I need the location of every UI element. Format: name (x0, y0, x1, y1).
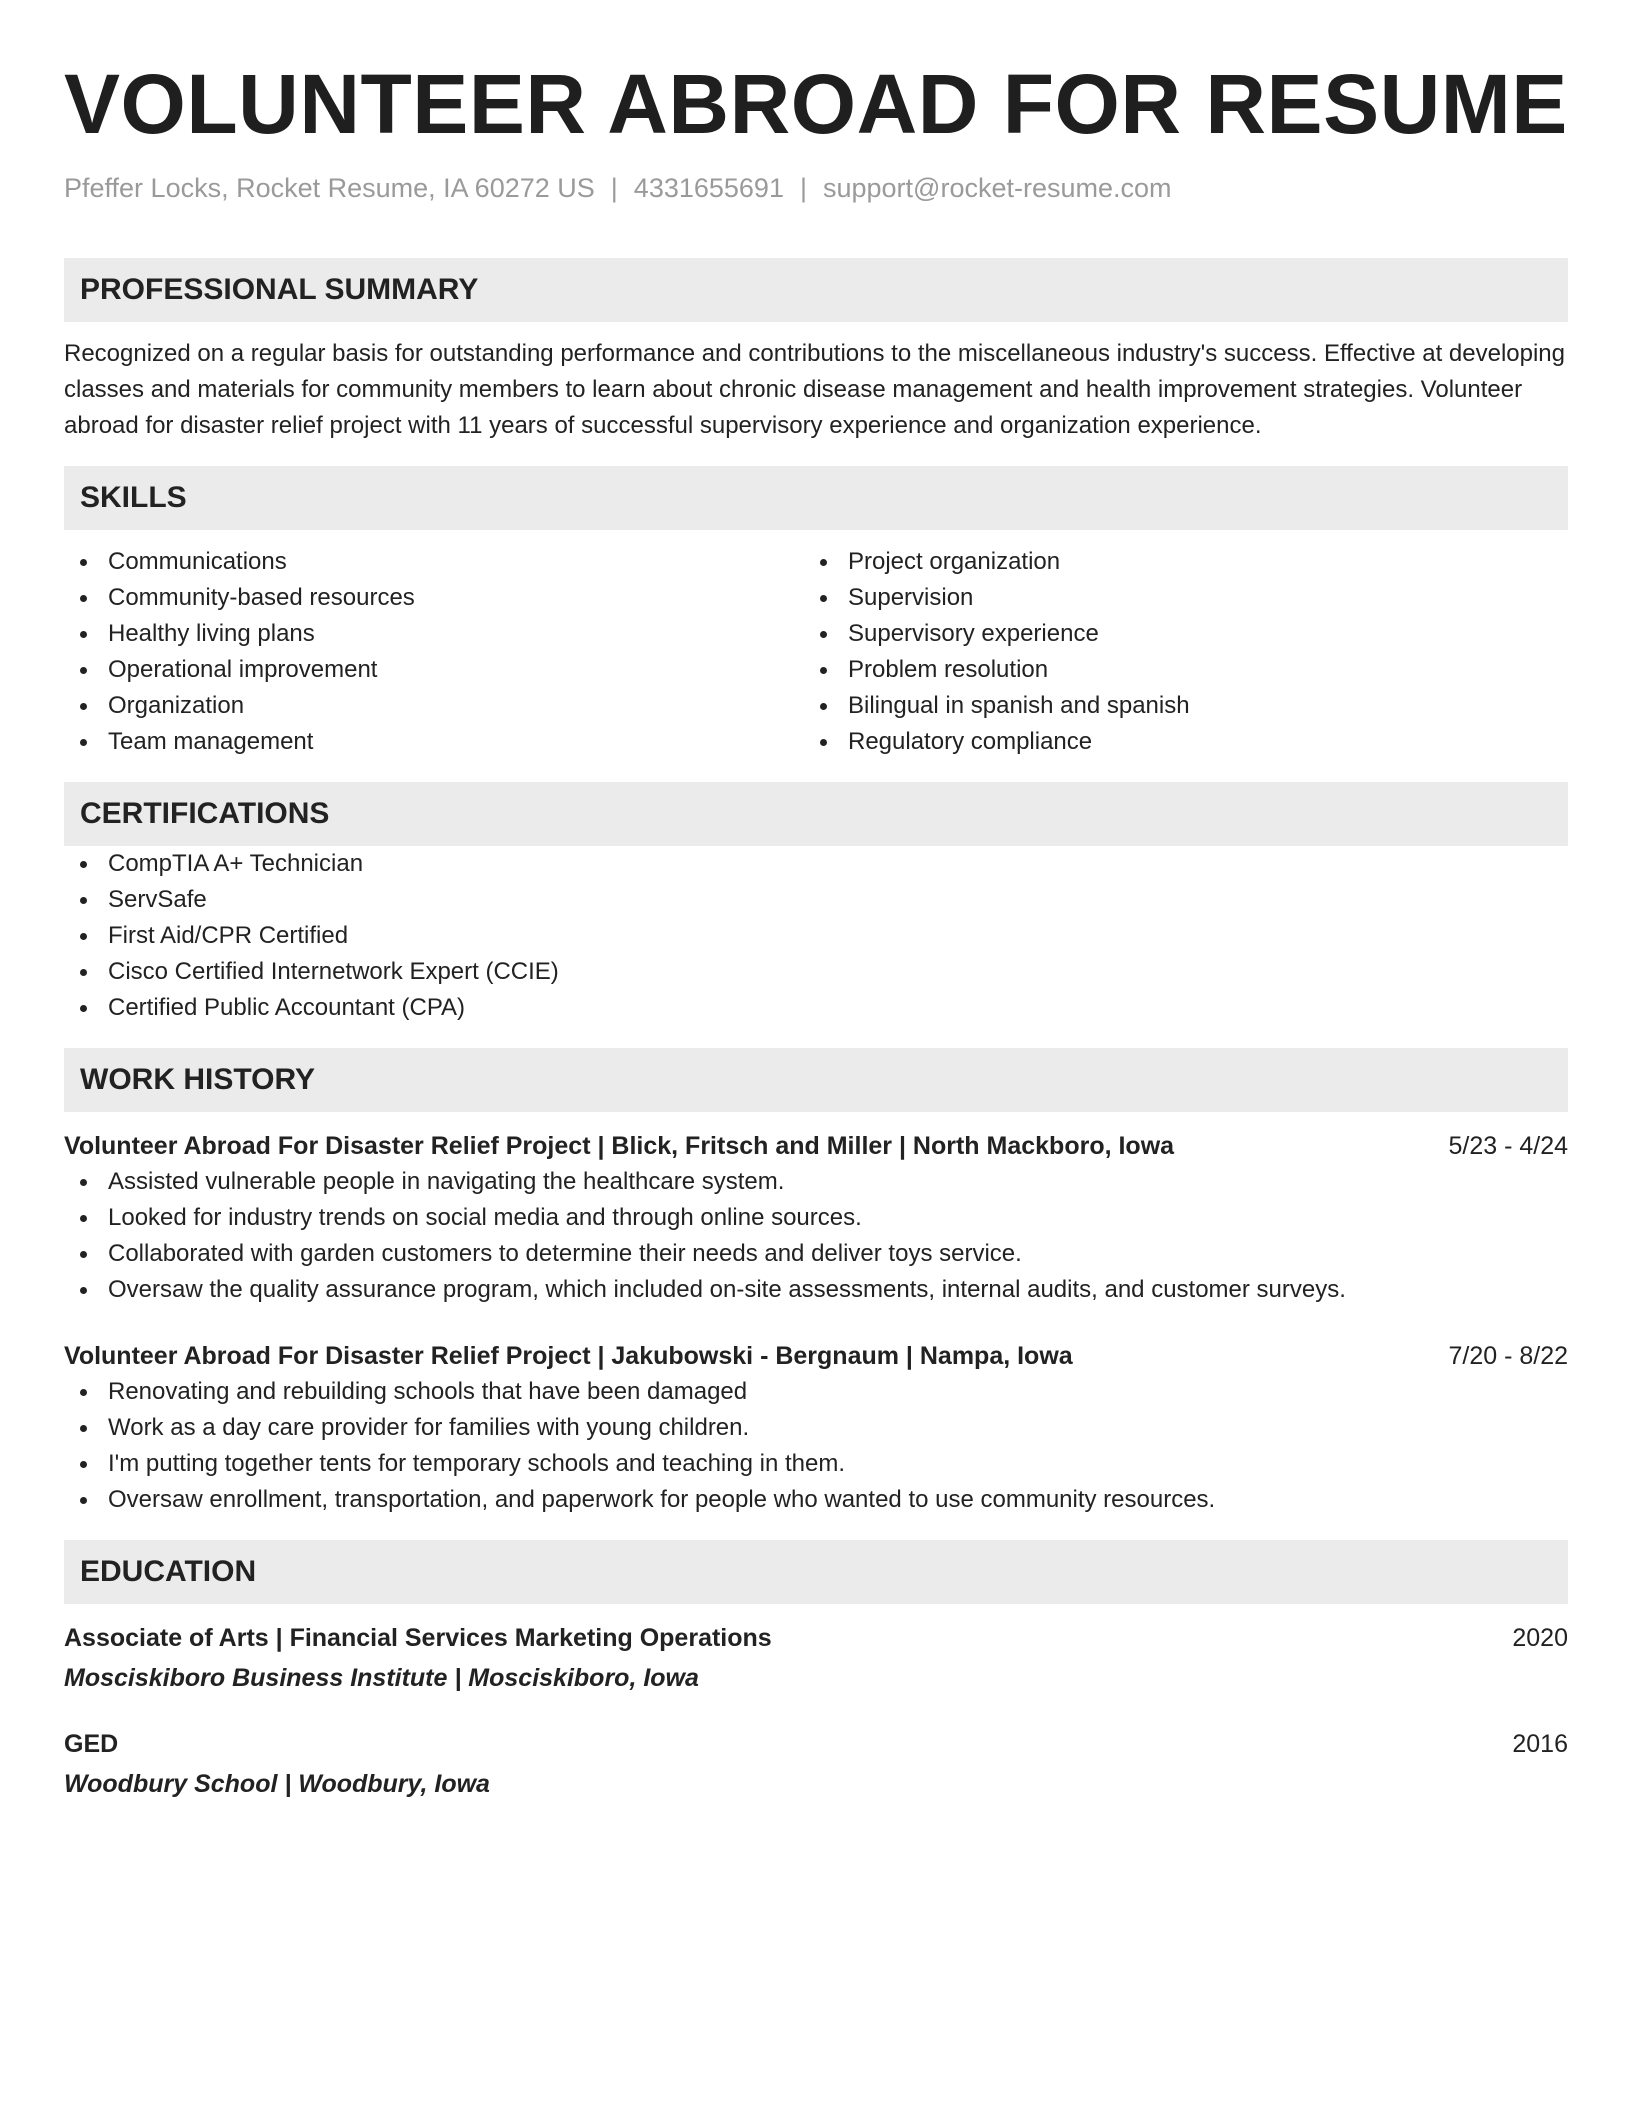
skills-column-left (64, 544, 804, 760)
job-dates: 7/20 - 8/22 (1448, 1342, 1568, 1370)
job-title: Volunteer Abroad For Disaster Relief Project | Jakubowski - Bergnaum | Nampa, Iowa (64, 1342, 1073, 1370)
section-header-certifications: CERTIFICATIONS (64, 782, 1568, 846)
job-bullets (64, 1164, 1568, 1308)
certification-item: Certified Public Accountant (CPA) (64, 990, 1568, 1026)
certifications-list (64, 846, 1568, 1026)
job-bullet: Oversaw the quality assurance program, which included on-site assessments, internal audits, and customer surveys. (64, 1272, 1568, 1308)
job-title: Volunteer Abroad For Disaster Relief Project | Blick, Fritsch and Miller | North Mackboro, Iowa (64, 1132, 1175, 1160)
education-header (64, 1726, 1568, 1762)
contact-line (64, 170, 1568, 206)
skill-item: Organization (64, 688, 804, 724)
skill-item: Communications (64, 544, 804, 580)
certification-item: ServSafe (64, 882, 1568, 918)
education-degree: GED (64, 1730, 119, 1758)
certification-item: CompTIA A+ Technician (64, 846, 1568, 882)
job-bullet: Oversaw enrollment, transportation, and paperwork for people who wanted to use community resources. (64, 1482, 1568, 1518)
skills-grid (64, 544, 1568, 760)
job-bullets (64, 1374, 1568, 1518)
contact-email: support@rocket-resume.com (822, 173, 1172, 203)
education-school: Mosciskiboro Business Institute | Mosciskiboro, Iowa (64, 1664, 699, 1692)
job-entry (64, 1338, 1568, 1518)
job-bullet: Renovating and rebuilding schools that have been damaged (64, 1374, 1568, 1410)
skill-item: Community-based resources (64, 580, 804, 616)
skill-item: Team management (64, 724, 804, 760)
section-header-summary: PROFESSIONAL SUMMARY (64, 258, 1568, 322)
skill-item: Operational improvement (64, 652, 804, 688)
education-header (64, 1620, 1568, 1656)
skill-item: Problem resolution (804, 652, 1544, 688)
job-header (64, 1338, 1568, 1374)
education-entry (64, 1726, 1568, 1802)
contact-phone: 4331655691 (633, 173, 784, 203)
summary-text: Recognized on a regular basis for outstanding performance and contributions to the miscellaneous industry's success. Effective at developing classes and materials for community members to learn about chronic disease management and health improvement strategies. Volunteer abroad for disaster relief project with 11 years of successful supervisory experience and organization experience. (64, 340, 1565, 439)
job-dates: 5/23 - 4/24 (1448, 1132, 1568, 1160)
education-year: 2016 (1512, 1730, 1568, 1758)
resume-name: VOLUNTEER ABROAD FOR RESUME (64, 57, 1568, 151)
resume-page (64, 0, 1568, 1802)
skill-item: Regulatory compliance (804, 724, 1544, 760)
contact-separator: | (799, 173, 807, 203)
section-header-education: EDUCATION (64, 1540, 1568, 1604)
skills-column-right (804, 544, 1544, 760)
contact-separator: | (610, 173, 618, 203)
job-header (64, 1128, 1568, 1164)
job-bullet: Collaborated with garden customers to determine their needs and deliver toys service. (64, 1236, 1568, 1272)
education-school: Woodbury School | Woodbury, Iowa (64, 1770, 490, 1798)
education-degree: Associate of Arts | Financial Services Marketing Operations (64, 1624, 772, 1652)
job-bullet: Assisted vulnerable people in navigating the healthcare system. (64, 1164, 1568, 1200)
skill-item: Healthy living plans (64, 616, 804, 652)
skill-item: Supervision (804, 580, 1544, 616)
certification-item: Cisco Certified Internetwork Expert (CCIE) (64, 954, 1568, 990)
job-entry (64, 1128, 1568, 1308)
education-year: 2020 (1512, 1624, 1568, 1652)
contact-address: Pfeffer Locks, Rocket Resume, IA 60272 US (64, 173, 595, 203)
certification-item: First Aid/CPR Certified (64, 918, 1568, 954)
education-entry (64, 1620, 1568, 1696)
section-header-skills: SKILLS (64, 466, 1568, 530)
skill-item: Project organization (804, 544, 1544, 580)
job-bullet: I'm putting together tents for temporary schools and teaching in them. (64, 1446, 1568, 1482)
skill-item: Bilingual in spanish and spanish (804, 688, 1544, 724)
skill-item: Supervisory experience (804, 616, 1544, 652)
section-header-work-history: WORK HISTORY (64, 1048, 1568, 1112)
job-bullet: Looked for industry trends on social media and through online sources. (64, 1200, 1568, 1236)
job-bullet: Work as a day care provider for families with young children. (64, 1410, 1568, 1446)
